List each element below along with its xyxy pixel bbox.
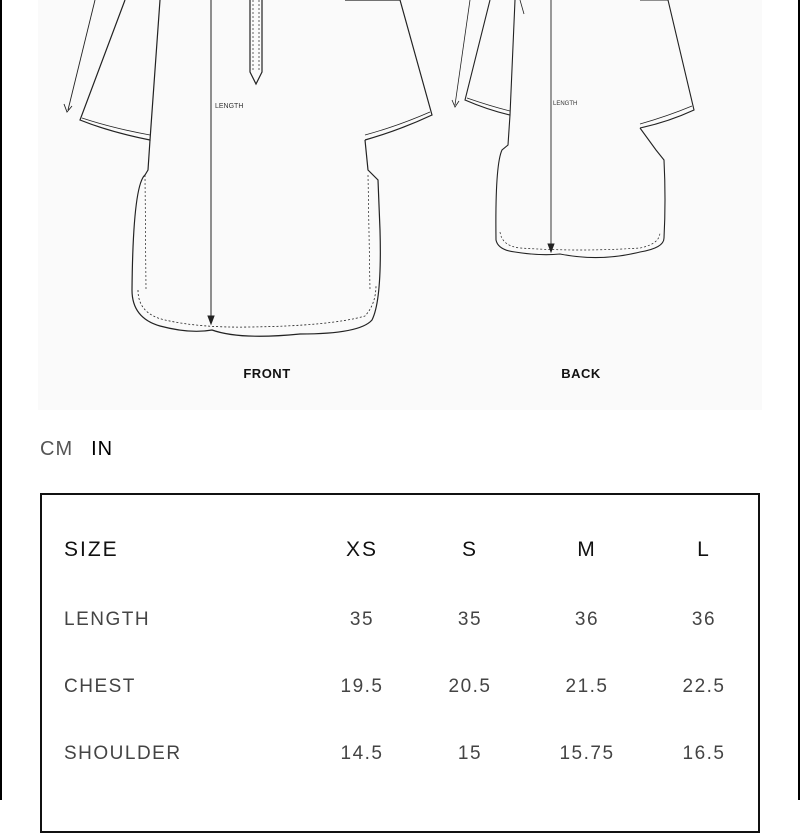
table-row xyxy=(42,609,758,639)
table-row xyxy=(42,743,758,773)
cell-value: 35 xyxy=(457,609,483,630)
front-length-arrow xyxy=(208,0,214,324)
cell-value: 21.5 xyxy=(565,676,609,697)
unit-toggle xyxy=(40,438,113,461)
header-m: M xyxy=(577,538,597,561)
row-label: SHOULDER xyxy=(64,743,182,764)
cell-value: 36 xyxy=(574,609,600,630)
back-length-label: LENGTH xyxy=(553,101,578,107)
front-view-label: FRONT xyxy=(243,366,291,381)
header-l: L xyxy=(697,538,711,561)
unit-cm-button[interactable]: CM xyxy=(40,438,74,460)
row-label: CHEST xyxy=(64,676,136,697)
cell-value: 36 xyxy=(691,609,717,630)
front-length-label: LENGTH xyxy=(215,103,244,110)
row-label: LENGTH xyxy=(64,609,151,630)
unit-in-button[interactable]: IN xyxy=(91,438,114,460)
header-s: S xyxy=(461,538,479,561)
header-size: SIZE xyxy=(64,538,119,561)
size-chart-table xyxy=(40,493,760,833)
cell-value: 15.75 xyxy=(559,743,615,764)
back-view-label: BACK xyxy=(561,366,601,381)
cell-value: 35 xyxy=(349,609,375,630)
cell-value: 16.5 xyxy=(682,743,726,764)
back-length-arrow xyxy=(548,0,554,252)
cell-value: 15 xyxy=(457,743,483,764)
cell-value: 19.5 xyxy=(340,676,384,697)
cell-value: 20.5 xyxy=(448,676,492,697)
front-garment-drawing xyxy=(64,0,432,336)
header-xs: XS xyxy=(345,538,379,561)
table-header-row xyxy=(42,538,758,568)
cell-value: 14.5 xyxy=(340,743,384,764)
cell-value: 22.5 xyxy=(682,676,726,697)
back-garment-drawing xyxy=(452,0,694,258)
table-row xyxy=(42,676,758,706)
garment-diagram xyxy=(0,0,800,410)
